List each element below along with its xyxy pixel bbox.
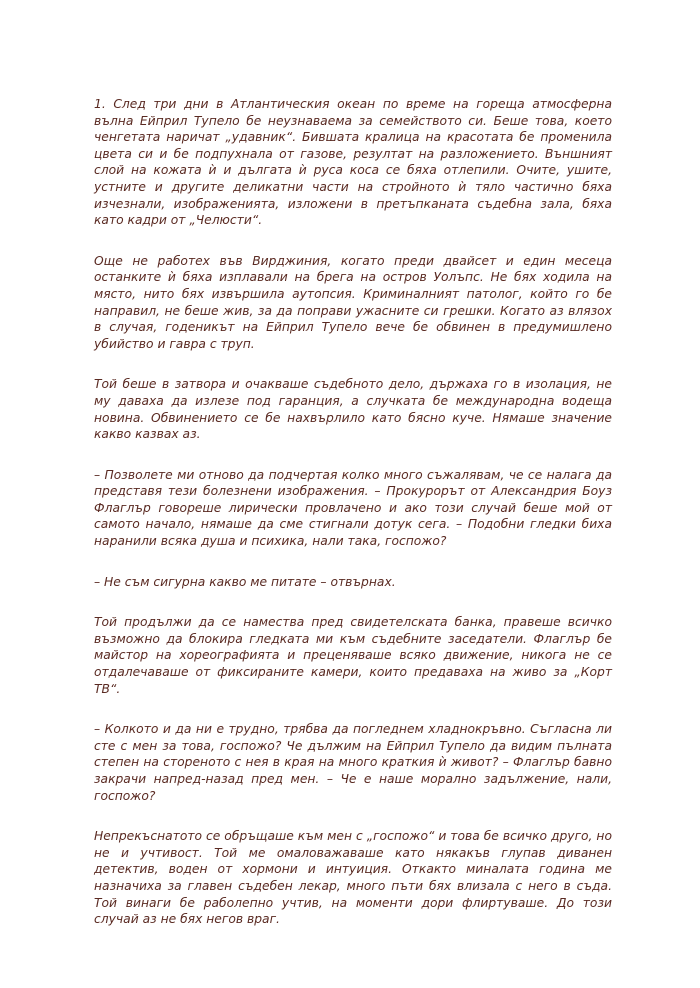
- paragraph-5: – Не съм сигурна какво ме питате – отвърнах.: [94, 574, 396, 589]
- paragraph-2: Още не работех във Вирджиния, когато преди двайсет и един месеца останките ѝ бяха изплавали на брега на остров Уолъпс. Не бях ходила на място, нито бях извършила аутопсия. Криминалният патолог, който го бе направил, не беше жив, за да поправи ужасните си грешки. Когато аз влязох в случая, годеникът на Ейприл Тупело вече бе обвинен в предумишлено убийство и гавра с труп.: [94, 253, 612, 351]
- paragraph-7: – Колкото и да ни е трудно, трябва да погледнем хладнокръвно. Съгласна ли сте с мен за това, госпожо? Че дължим на Ейприл Тупело да видим пълната степен на стореното с нея в края на много краткия ѝ живот? – Флаглър бавно закрачи напред-назад пред мен. – Че е наше морално задължение, нали, госпожо?: [94, 722, 612, 803]
- paragraph-1: 1. След три дни в Атлантическия океан по време на гореща атмосферна вълна Ейприл Тупело бе неузнаваема за семейството си. Беше това, което ченгетата наричат „удавник“. Бившата кралица на красотата бе променила цвета си и бе подпухнала от газове, резултат на разложението. Външният слой на кожата ѝ и дългата ѝ руса коса се бяха отлепили. Очите, ушите, устните и другите деликатни части на стройното ѝ тяло частично бяха изчезнали, изображенията, изложени в претъпканата съдебна зала, бяха като кадри от „Челюсти“.: [94, 97, 612, 228]
- paragraph-3: Той беше в затвора и очакваше съдебното дело, държаха го в изолация, не му даваха да излезе под гаранция, а случката бе международна водеща новина. Обвинението се бе нахвърлило като бясно куче. Нямаше значение какво казвах аз.: [94, 377, 612, 442]
- paragraph-6: Той продължи да се намества пред свидетелската банка, правеше всичко възможно да блокира гледката ми към съдебните заседатели. Флаглър бе майстор на хореографията и преценяваше всяко движение, никога не се отдалечаваше от фиксираните камери, които предаваха на живо за „Корт ТВ“.: [94, 615, 612, 696]
- paragraph-4: – Позволете ми отново да подчертая колко много съжалявам, че се налага да представя тези болезнени изображения. – Прокурорът от Александрия Боуз Флаглър говореше лирически провлачено и ако този случай беше мой от самото начало, нямаше да сме стигнали дотук сега. – Подобни гледки биха наранили всяка душа и психика, нали така, госпожо?: [94, 467, 612, 549]
- document-body: [94, 96, 612, 952]
- paragraph-8: Непрекъснатото се обръщаше към мен с „госпожо“ и това бе всичко друго, но не и учтивост. Той ме омаловажаваше като някакъв глупав диванен детектив, воден от хормони и интуиция. Откакто миналата година ме назначиха за главен съдебен лекар, много пъти бях влизала с него в съда. Той винаги бе раболепно учтив, на моменти дори флиртуваше. До този случай аз не бях негов враг.: [94, 829, 612, 927]
